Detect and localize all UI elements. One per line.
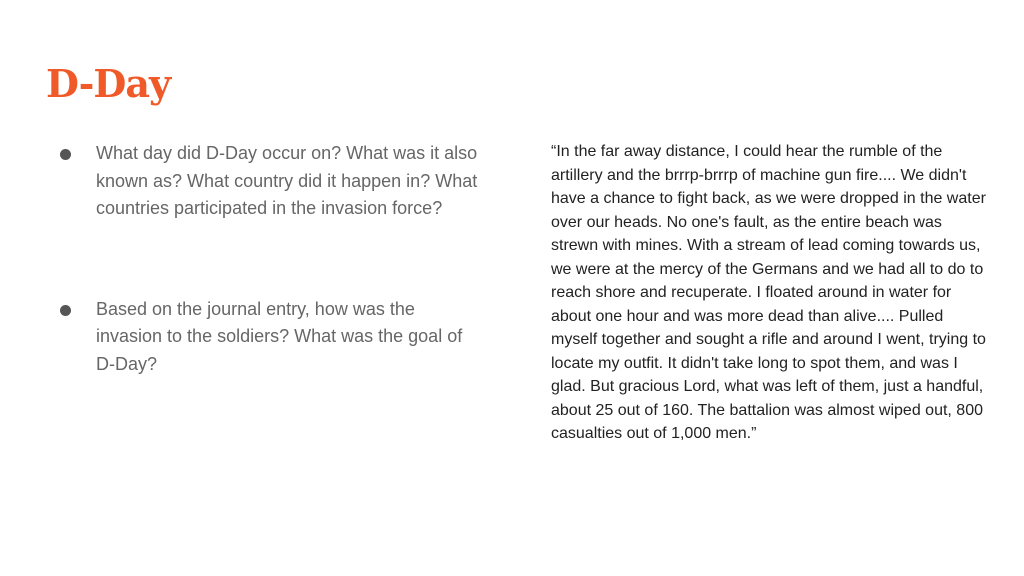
question-text: Based on the journal entry, how was the invasion to the soldiers? What was the goal of D-Day?: [96, 298, 463, 374]
bullet-icon: [60, 149, 71, 160]
slide-title: D-Day: [46, 61, 171, 106]
bullet-icon: [60, 305, 71, 316]
question-item: [60, 296, 480, 379]
question-list: [60, 140, 480, 378]
question-item: [60, 140, 480, 223]
journal-quote: “In the far away distance, I could hear the rumble of the artillery and the brrrp-brrrp of machine gun fire.... We didn't have a chance to fight back, as we were dropped in the water over our heads. No one's fault, as the entire beach was strewn with mines. With a stream of lead coming towards us, we were at the mercy of the Germans and we had all to do to reach shore and recuperate. I floated around in water for about one hour and was more dead than alive.... Pulled myself together and sought a rifle and around I went, trying to locate my outfit. It didn't take long to spot them, and was I glad. But gracious Lord, what was left of them, just a handful, about 25 out of 160. The battalion was almost wiped out, 800 casualties out of 1,000 men.”: [551, 143, 986, 442]
question-text: What day did D-Day occur on? What was it also known as? What country did it happen in? What countries participated in the invasion force?: [96, 143, 478, 218]
